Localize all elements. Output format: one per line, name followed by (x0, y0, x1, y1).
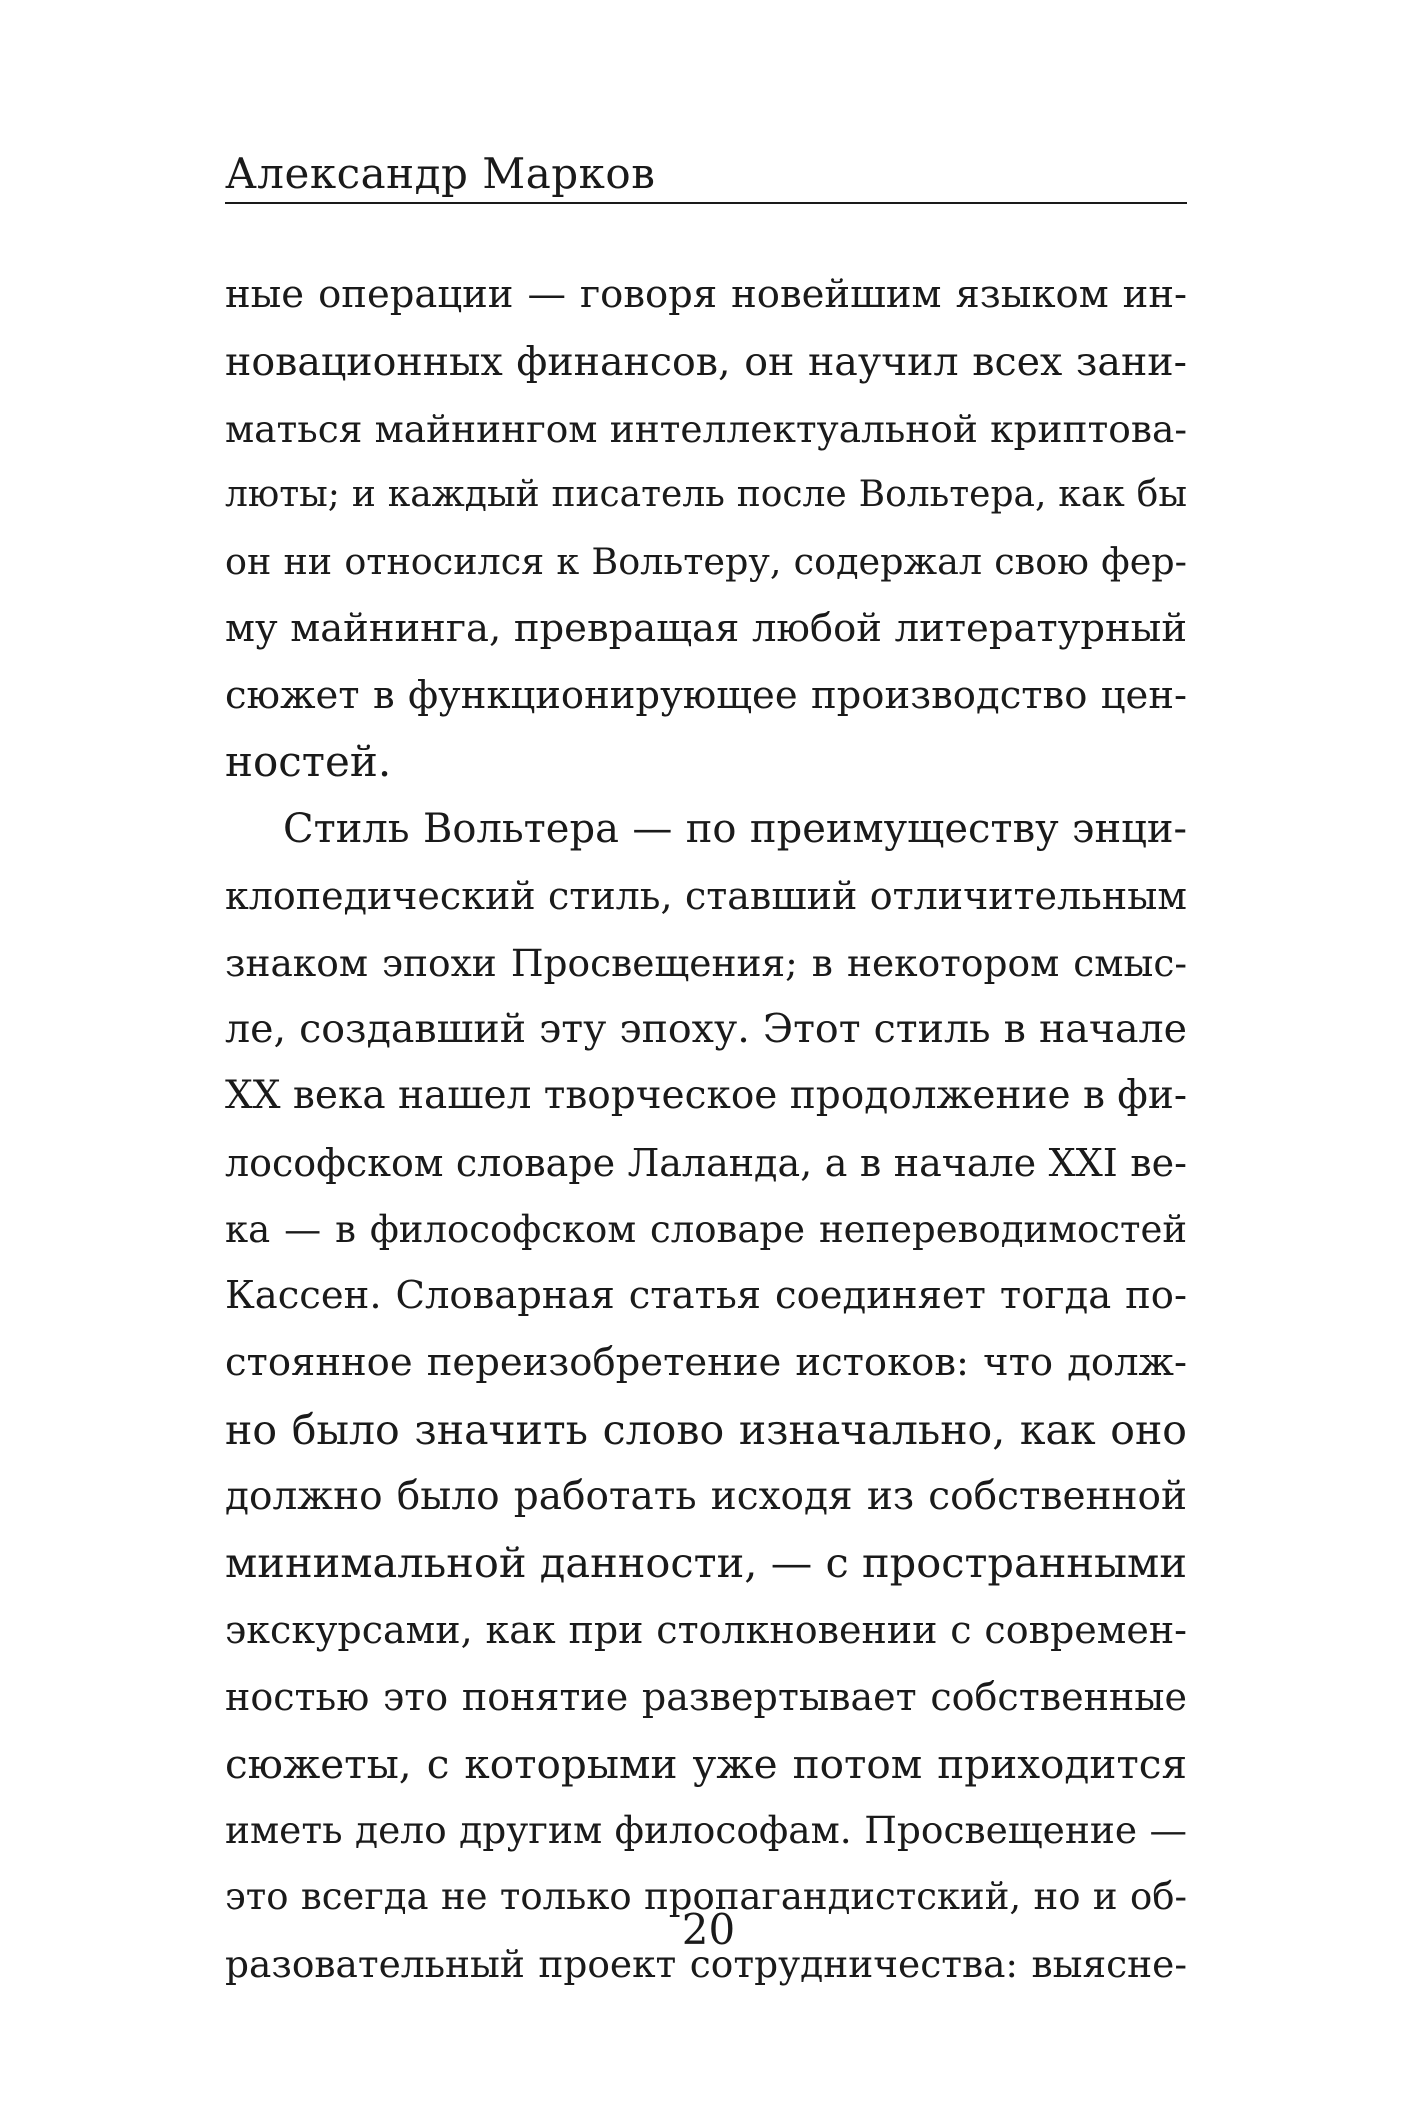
text-line: маться майнингом интеллектуальной криптова- (225, 406, 1187, 451)
text-line: клопедический стиль, ставший отличительным (225, 873, 1187, 918)
text-line: он ни относился к Вольтеру, содержал свою фер- (225, 540, 1187, 583)
text-line: должно было работать исходя из собственной (225, 1473, 1187, 1519)
text-line: ле, создавший эту эпоху. Этот стиль в начале (225, 1006, 1187, 1053)
author-name: Александр Марков (225, 149, 656, 198)
text-line: ностей. (225, 737, 392, 787)
text-line: XX века нашел творческое продолжение в фи- (225, 1073, 1187, 1118)
text-line: знаком эпохи Просвещения; в некотором смыс- (225, 940, 1187, 985)
text-line: новационных финансов, он научил всех зани- (225, 338, 1187, 385)
text-line: ные операции — говоря новейшим языком ин- (225, 272, 1187, 317)
text-line: ностью это понятие развертывает собственные (225, 1674, 1187, 1719)
page-number: 20 (681, 1905, 736, 1954)
running-head (225, 146, 1187, 204)
text-line: лософском словаре Лаланда, а в начале XXI ве- (225, 1140, 1187, 1185)
text-line: сюжет в функционирующее производство цен- (225, 672, 1187, 718)
text-line: люты; и каждый писатель после Вольтера, как бы (225, 474, 1187, 516)
body-text (225, 262, 1187, 1998)
text-line: минимальной данности, — с пространными (225, 1538, 1187, 1588)
text-line: Кассен. Словарная статья соединяет тогда по- (225, 1273, 1187, 1319)
text-line: но было значить слово изначально, как оно (225, 1405, 1187, 1454)
text-line: Стиль Вольтера — по преимуществу энци- (283, 806, 1187, 852)
text-line: стоянное переизобретение истоков: что долж- (225, 1340, 1187, 1385)
text-line: иметь дело другим философам. Просвещение — (225, 1808, 1187, 1853)
text-line: это всегда не только пропагандистский, но и об- (225, 1875, 1187, 1918)
text-line: разовательный проект сотрудничества: выясне- (225, 1941, 1187, 1986)
text-line: ка — в философском словаре непереводимостей (225, 1207, 1187, 1251)
text-line: экскурсами, как при столкновении с современ- (225, 1608, 1187, 1652)
text-line: му майнинга, превращая любой литературный (225, 605, 1187, 651)
text-line: сюжеты, с которыми уже потом приходится (225, 1739, 1187, 1788)
